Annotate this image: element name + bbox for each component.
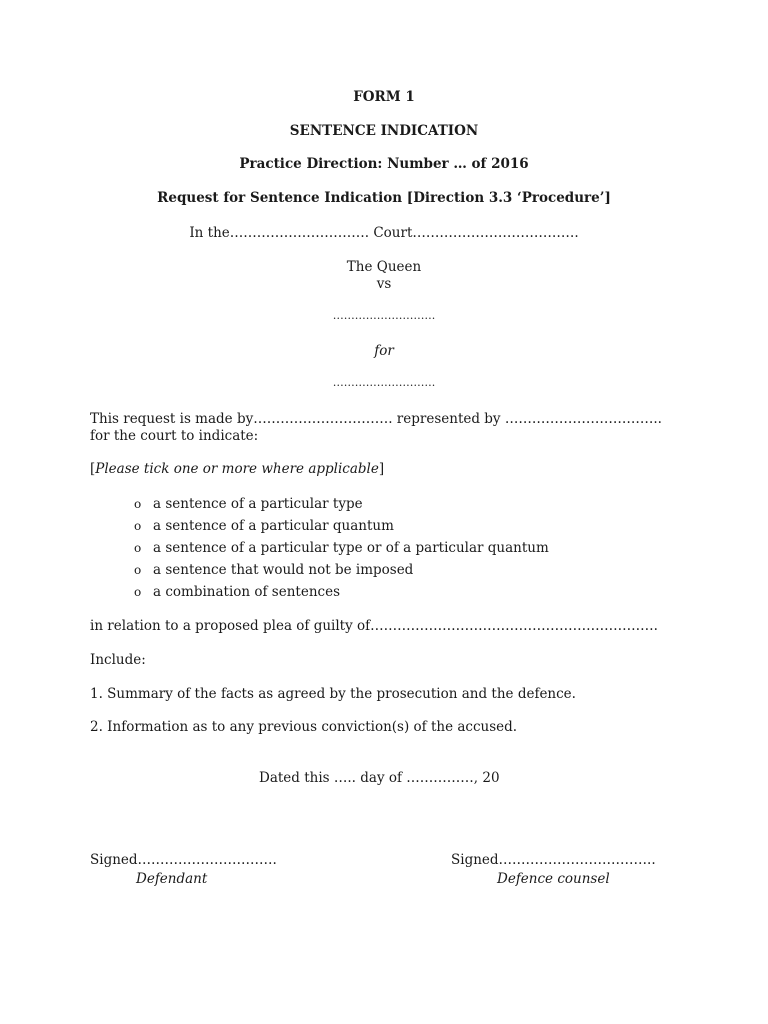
include-item-summary: 1. Summary of the facts as agreed by the prosecution and the defence. xyxy=(90,686,576,702)
defendant-signature-line: Signed…………………………. xyxy=(90,852,277,868)
court-to-indicate-line: for the court to indicate: xyxy=(90,428,259,444)
proposed-plea-line: in relation to a proposed plea of guilty of………………………………………………………. xyxy=(90,618,658,634)
option-label: a sentence of a particular type xyxy=(153,496,363,512)
versus-label: vs xyxy=(376,276,392,292)
tick-instruction-text: Please tick one or more where applicable xyxy=(95,461,379,477)
sentence-option-type-or-quantum[interactable] xyxy=(134,537,549,559)
tick-instruction xyxy=(90,461,384,477)
form-number: FORM 1 xyxy=(353,89,415,105)
sentence-option-type[interactable] xyxy=(134,493,549,515)
checkbox-bullet-icon[interactable]: o xyxy=(134,541,142,555)
accused-name-blank: ………………………. xyxy=(332,309,436,322)
request-made-by-line: This request is made by…………………………. represented by …………………………….. xyxy=(90,411,662,427)
tick-instruction-open-bracket: [ xyxy=(90,461,96,477)
practice-direction: Practice Direction: Number … of 2016 xyxy=(239,156,529,172)
checkbox-bullet-icon[interactable]: o xyxy=(134,519,142,533)
option-label: a sentence that would not be imposed xyxy=(153,562,414,578)
court-line: In the…………………………. Court………………………………. xyxy=(189,225,579,241)
defence-counsel-label: Defence counsel xyxy=(497,871,610,887)
dated-line: Dated this ….. day of ……………, 20 xyxy=(259,770,500,786)
checkbox-bullet-icon[interactable]: o xyxy=(134,563,142,577)
request-heading: Request for Sentence Indication [Direction 3.3 ‘Procedure’] xyxy=(157,190,611,206)
counsel-signature-line: Signed…………………………….. xyxy=(451,852,656,868)
for-label: for xyxy=(374,343,394,359)
option-label: a combination of sentences xyxy=(153,584,341,600)
include-heading: Include: xyxy=(90,652,146,668)
checkbox-bullet-icon[interactable]: o xyxy=(134,497,142,511)
include-item-convictions: 2. Information as to any previous conviction(s) of the accused. xyxy=(90,719,518,735)
option-label: a sentence of a particular quantum xyxy=(153,518,394,534)
checkbox-bullet-icon[interactable]: o xyxy=(134,585,142,599)
form-title: SENTENCE INDICATION xyxy=(289,123,479,139)
crown-party: The Queen xyxy=(346,259,422,275)
option-label: a sentence of a particular type or of a particular quantum xyxy=(153,540,549,556)
sentence-options-list xyxy=(134,493,549,603)
sentence-option-quantum[interactable] xyxy=(134,515,549,537)
sentence-option-combination[interactable] xyxy=(134,581,549,603)
defendant-label: Defendant xyxy=(136,871,208,887)
charge-blank: ………………………. xyxy=(332,376,436,389)
sentence-option-not-imposed[interactable] xyxy=(134,559,549,581)
tick-instruction-close-bracket: ] xyxy=(378,461,385,477)
